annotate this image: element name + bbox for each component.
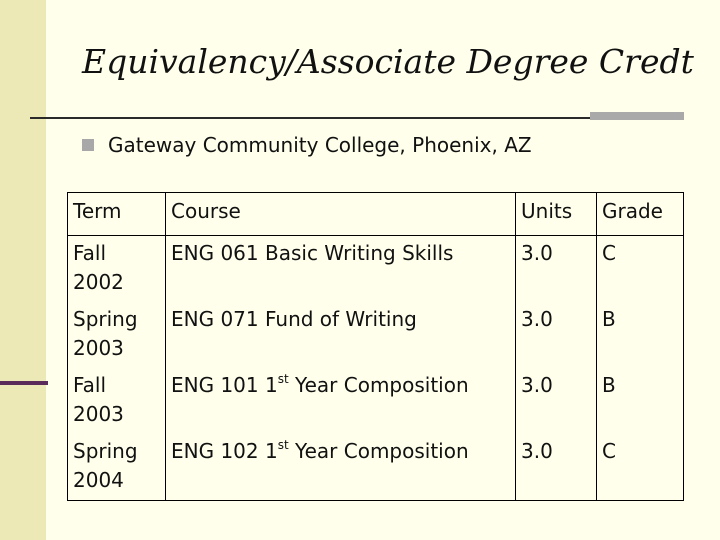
term-year: 2003 (73, 402, 124, 426)
term-year: 2003 (73, 336, 124, 360)
title-divider (30, 117, 684, 119)
course-text: ENG 102 1 (171, 439, 278, 463)
table-header-row (68, 193, 684, 236)
side-bar-accent-line (0, 381, 48, 385)
course-text: ENG 101 1 (171, 373, 278, 397)
table-row (68, 302, 684, 368)
cell-term (68, 236, 166, 303)
table-row (68, 236, 684, 303)
course-text-rest: Year Composition (288, 439, 469, 463)
table-row (68, 434, 684, 501)
header-course: Course (166, 193, 516, 236)
cell-course (166, 236, 516, 303)
cell-grade: C (597, 434, 684, 501)
course-text: ENG 071 Fund of Writing (171, 307, 417, 331)
bullet-square-icon (82, 139, 94, 151)
cell-term (68, 434, 166, 501)
bullet-text: Gateway Community College, Phoenix, AZ (108, 133, 532, 157)
cell-units: 3.0 (516, 434, 597, 501)
cell-term (68, 302, 166, 368)
slide-title: Equivalency/Associate Degree Credt (82, 42, 694, 81)
course-table (67, 192, 684, 501)
cell-grade: B (597, 368, 684, 434)
cell-course (166, 434, 516, 501)
cell-term (68, 368, 166, 434)
term-season: Fall (73, 241, 107, 265)
course-text-rest: Year Composition (288, 373, 469, 397)
cell-units: 3.0 (516, 302, 597, 368)
course-text: ENG 061 Basic Writing Skills (171, 241, 454, 265)
header-units: Units (516, 193, 597, 236)
term-season: Fall (73, 373, 107, 397)
slide-side-bar (0, 0, 46, 540)
course-superscript: st (277, 438, 289, 452)
cell-grade: B (597, 302, 684, 368)
title-divider-accent (590, 112, 684, 120)
table-row (68, 368, 684, 434)
course-superscript: st (277, 372, 289, 386)
cell-course (166, 302, 516, 368)
cell-units: 3.0 (516, 236, 597, 303)
header-grade: Grade (597, 193, 684, 236)
term-season: Spring (73, 439, 138, 463)
cell-grade: C (597, 236, 684, 303)
header-term: Term (68, 193, 166, 236)
cell-units: 3.0 (516, 368, 597, 434)
term-year: 2002 (73, 270, 124, 294)
cell-course (166, 368, 516, 434)
term-year: 2004 (73, 468, 124, 492)
bullet-item (82, 131, 532, 159)
term-season: Spring (73, 307, 138, 331)
